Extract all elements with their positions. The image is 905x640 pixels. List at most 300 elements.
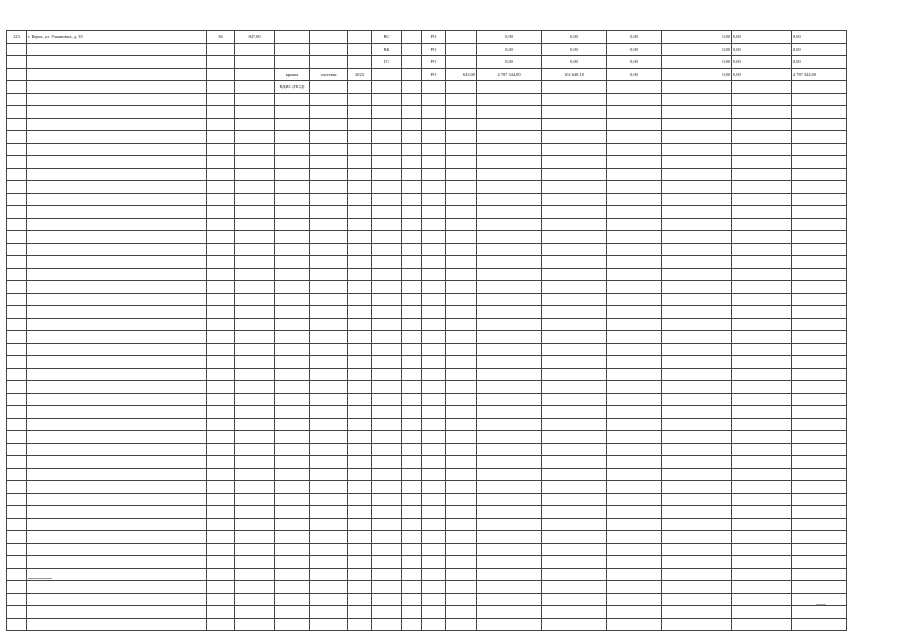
table-cell bbox=[372, 131, 402, 144]
table-cell bbox=[348, 593, 372, 606]
table-cell bbox=[422, 356, 446, 369]
table-cell bbox=[446, 381, 477, 394]
table-cell bbox=[446, 43, 477, 56]
table-cell bbox=[348, 506, 372, 519]
table-cell bbox=[402, 143, 422, 156]
table-cell bbox=[235, 181, 275, 194]
table-cell: 0,00 bbox=[732, 43, 792, 56]
table-cell bbox=[372, 68, 402, 81]
table-cell bbox=[275, 156, 310, 169]
table-cell bbox=[422, 268, 446, 281]
table-cell bbox=[310, 81, 348, 94]
table-cell bbox=[402, 456, 422, 469]
table-cell bbox=[207, 118, 235, 131]
table-cell bbox=[207, 593, 235, 606]
table-cell bbox=[607, 368, 662, 381]
table-cell bbox=[402, 31, 422, 44]
table-cell: 2023 bbox=[348, 68, 372, 81]
table-cell bbox=[542, 118, 607, 131]
table-cell bbox=[732, 368, 792, 381]
table-cell bbox=[732, 318, 792, 331]
table-cell bbox=[446, 118, 477, 131]
table-cell bbox=[27, 106, 207, 119]
table-cell bbox=[446, 156, 477, 169]
table-cell: 4 787 344,00 bbox=[477, 68, 542, 81]
table-cell bbox=[422, 481, 446, 494]
table-cell bbox=[792, 418, 847, 431]
table-cell bbox=[542, 93, 607, 106]
table-cell bbox=[542, 456, 607, 469]
table-cell bbox=[207, 481, 235, 494]
table-cell bbox=[348, 368, 372, 381]
table-cell bbox=[348, 306, 372, 319]
table-cell bbox=[372, 81, 402, 94]
table-cell bbox=[310, 281, 348, 294]
table-cell bbox=[27, 606, 207, 619]
table-cell bbox=[275, 206, 310, 219]
table-cell bbox=[7, 143, 27, 156]
table-cell bbox=[27, 343, 207, 356]
table-cell bbox=[27, 468, 207, 481]
table-cell bbox=[662, 168, 732, 181]
table-cell: 0,00 bbox=[732, 68, 792, 81]
table-cell bbox=[235, 443, 275, 456]
table-cell bbox=[27, 231, 207, 244]
table-cell bbox=[27, 206, 207, 219]
table-cell: 0,00 bbox=[477, 43, 542, 56]
table-cell bbox=[732, 618, 792, 631]
table-cell: 0,00 bbox=[542, 31, 607, 44]
table-cell bbox=[7, 518, 27, 531]
table-cell bbox=[662, 306, 732, 319]
table-cell bbox=[310, 318, 348, 331]
table-cell bbox=[402, 381, 422, 394]
table-cell bbox=[310, 118, 348, 131]
table-cell bbox=[7, 531, 27, 544]
table-cell bbox=[477, 243, 542, 256]
table-cell bbox=[207, 581, 235, 594]
table-cell bbox=[310, 406, 348, 419]
table-cell bbox=[402, 56, 422, 69]
table-cell bbox=[446, 181, 477, 194]
table-cell bbox=[7, 181, 27, 194]
table-cell bbox=[310, 93, 348, 106]
table-cell: 0,00 bbox=[477, 56, 542, 69]
table-cell bbox=[477, 306, 542, 319]
table-cell bbox=[207, 356, 235, 369]
table-cell bbox=[235, 468, 275, 481]
table-cell bbox=[422, 443, 446, 456]
table-cell bbox=[7, 243, 27, 256]
table-cell bbox=[446, 106, 477, 119]
table-cell bbox=[310, 493, 348, 506]
table-cell bbox=[732, 443, 792, 456]
table-cell bbox=[7, 206, 27, 219]
table-cell bbox=[207, 331, 235, 344]
table-cell bbox=[348, 418, 372, 431]
table-cell bbox=[662, 268, 732, 281]
table-cell bbox=[477, 568, 542, 581]
table-cell bbox=[792, 506, 847, 519]
table-cell bbox=[732, 256, 792, 269]
table-cell bbox=[446, 231, 477, 244]
table-cell bbox=[542, 493, 607, 506]
table-cell bbox=[402, 231, 422, 244]
table-cell bbox=[372, 193, 402, 206]
table-cell bbox=[542, 218, 607, 231]
table-row bbox=[7, 231, 847, 244]
table-cell bbox=[732, 356, 792, 369]
table-cell bbox=[422, 256, 446, 269]
table-row bbox=[7, 543, 847, 556]
table-cell bbox=[207, 543, 235, 556]
table-cell bbox=[422, 568, 446, 581]
table-cell bbox=[402, 606, 422, 619]
table-cell bbox=[477, 293, 542, 306]
table-cell bbox=[662, 293, 732, 306]
table-cell bbox=[235, 231, 275, 244]
table-cell bbox=[7, 131, 27, 144]
scan-artifact bbox=[28, 578, 52, 579]
table-row bbox=[7, 281, 847, 294]
table-cell bbox=[422, 318, 446, 331]
table-cell bbox=[7, 293, 27, 306]
table-cell bbox=[207, 293, 235, 306]
table-cell bbox=[446, 293, 477, 306]
table-cell bbox=[275, 518, 310, 531]
table-cell bbox=[310, 343, 348, 356]
table-cell bbox=[422, 168, 446, 181]
table-row bbox=[7, 443, 847, 456]
table-cell bbox=[402, 306, 422, 319]
table-cell bbox=[348, 56, 372, 69]
table-cell bbox=[477, 506, 542, 519]
table-cell bbox=[607, 268, 662, 281]
table-cell bbox=[348, 443, 372, 456]
table-cell bbox=[422, 493, 446, 506]
table-cell bbox=[348, 456, 372, 469]
table-cell bbox=[477, 181, 542, 194]
table-cell bbox=[607, 343, 662, 356]
table-cell bbox=[792, 143, 847, 156]
table-cell bbox=[275, 368, 310, 381]
table-cell bbox=[662, 231, 732, 244]
table-cell bbox=[372, 156, 402, 169]
table-cell bbox=[27, 443, 207, 456]
table-cell: 36 bbox=[207, 31, 235, 44]
table-row bbox=[7, 293, 847, 306]
table-cell bbox=[477, 406, 542, 419]
table-cell bbox=[348, 31, 372, 44]
table-cell bbox=[422, 181, 446, 194]
table-cell bbox=[446, 468, 477, 481]
table-cell bbox=[662, 506, 732, 519]
table-cell bbox=[792, 218, 847, 231]
table-cell: РО bbox=[422, 31, 446, 44]
table-cell bbox=[477, 143, 542, 156]
table-cell bbox=[792, 131, 847, 144]
table-cell bbox=[662, 556, 732, 569]
table-cell bbox=[422, 468, 446, 481]
table-cell bbox=[792, 343, 847, 356]
table-cell bbox=[207, 106, 235, 119]
table-cell bbox=[402, 193, 422, 206]
table-cell bbox=[446, 31, 477, 44]
table-cell bbox=[7, 543, 27, 556]
table-cell bbox=[235, 406, 275, 419]
table-cell bbox=[7, 556, 27, 569]
table-cell bbox=[207, 393, 235, 406]
table-cell bbox=[275, 331, 310, 344]
table-cell bbox=[348, 568, 372, 581]
table-cell bbox=[477, 468, 542, 481]
table-cell bbox=[7, 218, 27, 231]
table-cell bbox=[7, 506, 27, 519]
table-cell bbox=[607, 506, 662, 519]
table-cell: 0,00 bbox=[732, 56, 792, 69]
table-cell bbox=[542, 168, 607, 181]
table-cell bbox=[207, 93, 235, 106]
table-cell bbox=[662, 218, 732, 231]
table-cell bbox=[542, 143, 607, 156]
table-cell bbox=[732, 331, 792, 344]
table-cell bbox=[372, 418, 402, 431]
table-cell bbox=[446, 356, 477, 369]
table-cell bbox=[235, 581, 275, 594]
table-cell bbox=[402, 281, 422, 294]
table-cell bbox=[662, 256, 732, 269]
table-cell bbox=[275, 318, 310, 331]
table-cell bbox=[235, 131, 275, 144]
table-cell bbox=[662, 343, 732, 356]
table-cell bbox=[607, 218, 662, 231]
table-cell bbox=[477, 418, 542, 431]
table-cell bbox=[542, 106, 607, 119]
table-cell bbox=[348, 193, 372, 206]
table-cell bbox=[27, 431, 207, 444]
table-cell bbox=[732, 206, 792, 219]
table-cell bbox=[402, 581, 422, 594]
table-row bbox=[7, 331, 847, 344]
table-cell bbox=[27, 306, 207, 319]
table-cell bbox=[792, 281, 847, 294]
table-cell bbox=[477, 593, 542, 606]
table-cell bbox=[607, 281, 662, 294]
table-cell bbox=[477, 381, 542, 394]
table-cell bbox=[310, 306, 348, 319]
table-cell bbox=[422, 543, 446, 556]
table-cell bbox=[348, 243, 372, 256]
table-cell bbox=[542, 556, 607, 569]
table-cell bbox=[446, 343, 477, 356]
table-cell bbox=[27, 418, 207, 431]
table-cell bbox=[792, 168, 847, 181]
table-cell bbox=[348, 231, 372, 244]
table-row bbox=[7, 168, 847, 181]
table-cell bbox=[235, 368, 275, 381]
table-cell bbox=[542, 531, 607, 544]
table-cell bbox=[235, 268, 275, 281]
table-cell bbox=[422, 381, 446, 394]
table-cell bbox=[310, 481, 348, 494]
table-cell bbox=[607, 406, 662, 419]
table-cell bbox=[607, 581, 662, 594]
table-cell bbox=[607, 81, 662, 94]
table-cell bbox=[662, 443, 732, 456]
table-cell bbox=[7, 318, 27, 331]
table-cell: 0,00 bbox=[792, 43, 847, 56]
table-cell bbox=[607, 443, 662, 456]
table-cell bbox=[662, 118, 732, 131]
table-cell bbox=[446, 193, 477, 206]
table-row bbox=[7, 143, 847, 156]
table-cell bbox=[402, 331, 422, 344]
table-cell bbox=[372, 593, 402, 606]
table-cell bbox=[207, 431, 235, 444]
table-cell bbox=[732, 343, 792, 356]
table-cell bbox=[446, 393, 477, 406]
table-cell bbox=[207, 268, 235, 281]
table-cell bbox=[732, 593, 792, 606]
table-cell bbox=[348, 518, 372, 531]
table-cell bbox=[732, 156, 792, 169]
table-cell bbox=[310, 593, 348, 606]
table-row bbox=[7, 118, 847, 131]
table-cell bbox=[7, 93, 27, 106]
table-cell bbox=[662, 581, 732, 594]
table-cell bbox=[310, 531, 348, 544]
table-row bbox=[7, 393, 847, 406]
table-cell bbox=[27, 581, 207, 594]
table-cell bbox=[477, 443, 542, 456]
table-cell bbox=[207, 418, 235, 431]
table-cell bbox=[422, 531, 446, 544]
table-cell bbox=[477, 543, 542, 556]
table-cell bbox=[27, 68, 207, 81]
table-cell bbox=[27, 181, 207, 194]
table-cell bbox=[235, 506, 275, 519]
table-cell bbox=[27, 568, 207, 581]
table-cell bbox=[372, 406, 402, 419]
table-cell bbox=[7, 618, 27, 631]
table-cell bbox=[235, 593, 275, 606]
table-cell: РО bbox=[422, 56, 446, 69]
table-cell bbox=[207, 143, 235, 156]
table-row bbox=[7, 431, 847, 444]
table-cell bbox=[372, 493, 402, 506]
table-row bbox=[7, 606, 847, 619]
table-cell bbox=[446, 493, 477, 506]
table-cell bbox=[446, 281, 477, 294]
table-cell bbox=[446, 331, 477, 344]
table-cell bbox=[235, 456, 275, 469]
table-cell bbox=[542, 331, 607, 344]
table-cell bbox=[422, 456, 446, 469]
table-cell bbox=[402, 131, 422, 144]
table-cell bbox=[348, 381, 372, 394]
table-row bbox=[7, 481, 847, 494]
table-cell bbox=[235, 293, 275, 306]
table-cell bbox=[372, 581, 402, 594]
table-cell bbox=[662, 531, 732, 544]
table-cell bbox=[542, 356, 607, 369]
table-cell bbox=[662, 318, 732, 331]
table-row bbox=[7, 506, 847, 519]
table-cell bbox=[446, 93, 477, 106]
table-cell bbox=[422, 156, 446, 169]
table-cell bbox=[662, 93, 732, 106]
table-cell bbox=[732, 218, 792, 231]
table-cell bbox=[662, 206, 732, 219]
table-cell bbox=[792, 456, 847, 469]
table-cell: 0,00 bbox=[662, 43, 732, 56]
table-row bbox=[7, 456, 847, 469]
table-cell bbox=[402, 318, 422, 331]
table-cell bbox=[477, 556, 542, 569]
table-cell bbox=[310, 618, 348, 631]
table-cell bbox=[477, 343, 542, 356]
table-cell bbox=[7, 281, 27, 294]
table-cell bbox=[207, 518, 235, 531]
table-cell bbox=[348, 356, 372, 369]
table-cell bbox=[607, 493, 662, 506]
table-cell bbox=[402, 468, 422, 481]
table-cell bbox=[422, 193, 446, 206]
table-cell bbox=[662, 481, 732, 494]
table-cell bbox=[402, 293, 422, 306]
table-cell bbox=[446, 568, 477, 581]
table-cell bbox=[732, 606, 792, 619]
table-cell bbox=[402, 356, 422, 369]
table-cell bbox=[372, 218, 402, 231]
table-cell bbox=[477, 106, 542, 119]
table-cell bbox=[402, 156, 422, 169]
table-cell bbox=[446, 593, 477, 606]
table-cell bbox=[235, 243, 275, 256]
table-cell bbox=[275, 281, 310, 294]
table-cell bbox=[7, 231, 27, 244]
table-cell: РО bbox=[422, 43, 446, 56]
table-cell bbox=[207, 168, 235, 181]
table-cell bbox=[422, 293, 446, 306]
table-cell bbox=[7, 256, 27, 269]
table-cell bbox=[27, 543, 207, 556]
table-cell bbox=[607, 93, 662, 106]
table-cell bbox=[732, 106, 792, 119]
table-cell bbox=[732, 381, 792, 394]
table-cell bbox=[662, 243, 732, 256]
table-cell bbox=[235, 281, 275, 294]
table-cell bbox=[422, 331, 446, 344]
table-cell bbox=[372, 93, 402, 106]
table-cell bbox=[732, 456, 792, 469]
table-cell bbox=[607, 306, 662, 319]
table-cell bbox=[542, 306, 607, 319]
table-row bbox=[7, 43, 847, 56]
table-cell: г. Керчь, ул. Ульяновых, д. 35 bbox=[27, 31, 207, 44]
table-cell bbox=[372, 268, 402, 281]
table-cell bbox=[477, 606, 542, 619]
table-cell bbox=[477, 431, 542, 444]
table-cell bbox=[792, 231, 847, 244]
table-cell bbox=[542, 343, 607, 356]
table-cell bbox=[372, 206, 402, 219]
table-cell: 0,00 bbox=[607, 68, 662, 81]
table-cell bbox=[542, 481, 607, 494]
table-cell bbox=[422, 556, 446, 569]
table-cell bbox=[477, 281, 542, 294]
table-cell bbox=[207, 68, 235, 81]
